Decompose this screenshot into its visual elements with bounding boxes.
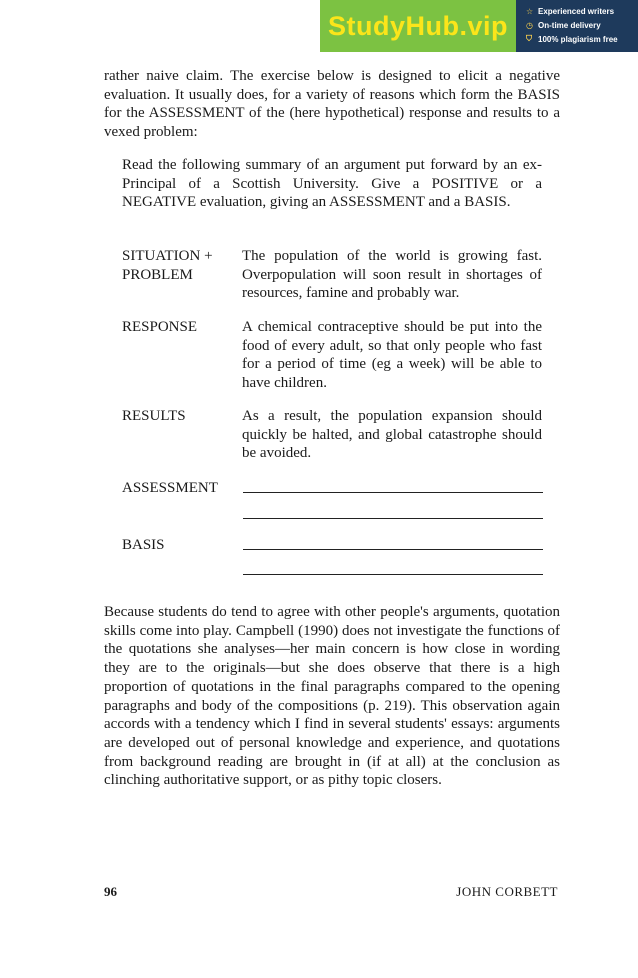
basis-blank-line[interactable]	[243, 574, 543, 575]
perk-item	[526, 18, 638, 32]
page-number: 96	[104, 884, 117, 899]
clock-icon: ◷	[526, 20, 533, 30]
perks-list	[516, 0, 638, 52]
running-footer-author: JOHN CORBETT	[456, 884, 558, 899]
perk-text: 100% plagiarism free	[538, 34, 618, 44]
perk-item	[526, 32, 638, 46]
results-text: As a result, the population expansion should quickly be halted, and global catastrophe should be avoided.	[242, 408, 542, 462]
intro-paragraph: rather naive claim. The exercise below is designed to elicit a negative evaluation. It usually does, for a variety of reasons which form the BASIS for the ASSESSMENT of the (here hypothetical) response and results to a vexed problem:	[104, 68, 560, 141]
assessment-blank-line[interactable]	[243, 492, 543, 493]
basis-label: BASIS	[122, 537, 165, 553]
perk-item	[526, 4, 638, 18]
situation-label: SITUATION + PROBLEM	[122, 248, 213, 283]
perk-text: On-time delivery	[538, 20, 601, 30]
assessment-label: ASSESSMENT	[122, 480, 218, 496]
shield-icon: ⛉	[526, 34, 532, 43]
response-label: RESPONSE	[122, 319, 198, 335]
exercise-instruction: Read the following summary of an argument put forward by an ex-Principal of a Scottish University. Give a POSITIVE or a NEGATIVE evaluation, giving an ASSESSMENT and a BASIS.	[122, 157, 542, 211]
assessment-blank-line[interactable]	[243, 518, 543, 519]
results-label: RESULTS	[122, 408, 186, 424]
brand-name: StudyHub.vip	[328, 10, 508, 41]
studyhub-banner[interactable]	[320, 0, 638, 52]
star-icon: ☆	[526, 6, 534, 16]
basis-blank-line[interactable]	[243, 549, 543, 550]
response-text: A chemical contraceptive should be put into the food of every adult, so that only people who fast for a period of time (eg a week) will be able to have children.	[242, 319, 542, 392]
body-paragraph: Because students do tend to agree with other people's arguments, quotation skills come into play. Campbell (1990) does not investigate the functions of the quotations she analyses—her main concern is how close in wording they are to the originals—but she does observe that there is a high proportion of quotations in the final paragraphs compared to the opening paragraphs and body of the compositions (p. 219). This observation again accords with a tendency which I find in several students' essays: arguments are developed out of personal knowledge and experience, and quotations from background reading are brought in (if at all) at the conclusion as clinching authoritative support, or as pithy topic closers.	[104, 604, 560, 789]
perk-text: Experienced writers	[538, 6, 615, 16]
situation-text: The population of the world is growing fast. Overpopulation will soon result in shortages of resources, famine and probably war.	[242, 248, 542, 302]
studyhub-logo[interactable]	[320, 0, 516, 52]
